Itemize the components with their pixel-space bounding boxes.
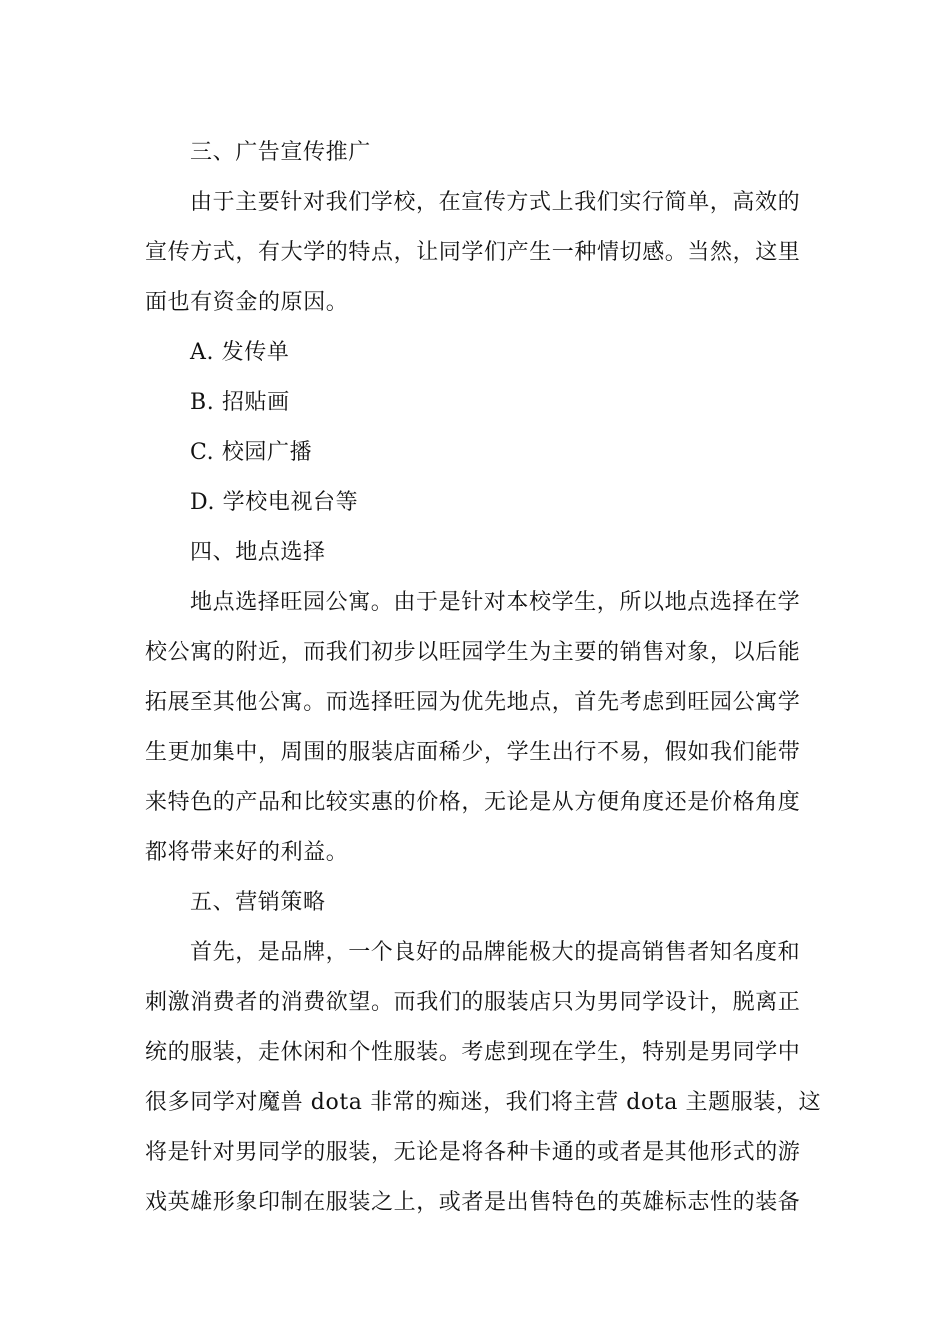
- paragraph-line: 地点选择旺园公寓。由于是针对本校学生，所以地点选择在学: [190, 590, 801, 615]
- paragraph-line: 来特色的产品和比较实惠的价格，无论是从方便角度还是价格角度: [145, 790, 801, 815]
- paragraph-line: 将是针对男同学的服装，无论是将各种卡通的或者是其他形式的游: [145, 1140, 801, 1165]
- list-item: A. 发传单: [190, 340, 290, 365]
- paragraph-line: 都将带来好的利益。: [145, 840, 349, 865]
- list-item: D. 学校电视台等: [190, 490, 359, 515]
- paragraph-line: 拓展至其他公寓。而选择旺园为优先地点，首先考虑到旺园公寓学: [145, 690, 801, 715]
- section-heading-marketing: 五、营销策略: [190, 890, 326, 915]
- list-item: B. 招贴画: [190, 390, 290, 415]
- paragraph-line: 首先，是品牌，一个良好的品牌能极大的提高销售者知名度和: [190, 940, 801, 965]
- paragraph-line: 生更加集中，周围的服装店面稀少，学生出行不易，假如我们能带: [145, 740, 801, 765]
- section-heading-advertising: 三、广告宣传推广: [190, 140, 371, 165]
- paragraph-line: 统的服装，走休闲和个性服装。考虑到现在学生，特别是男同学中: [145, 1040, 801, 1065]
- paragraph-line: 戏英雄形象印制在服装之上，或者是出售特色的英雄标志性的装备: [145, 1190, 801, 1215]
- list-item: C. 校园广播: [190, 440, 313, 465]
- paragraph-line: 刺激消费者的消费欲望。而我们的服装店只为男同学设计，脱离正: [145, 990, 801, 1015]
- paragraph-line: 校公寓的附近，而我们初步以旺园学生为主要的销售对象，以后能: [145, 640, 801, 665]
- paragraph-line: 宣传方式，有大学的特点，让同学们产生一种情切感。当然，这里: [145, 240, 801, 265]
- paragraph-line: 由于主要针对我们学校，在宣传方式上我们实行简单，高效的: [190, 190, 801, 215]
- paragraph-line: 很多同学对魔兽 dota 非常的痴迷，我们将主营 dota 主题服装，这: [145, 1090, 822, 1115]
- paragraph-line: 面也有资金的原因。: [145, 290, 349, 315]
- document-body: [145, 128, 822, 1228]
- section-heading-location: 四、地点选择: [190, 540, 326, 565]
